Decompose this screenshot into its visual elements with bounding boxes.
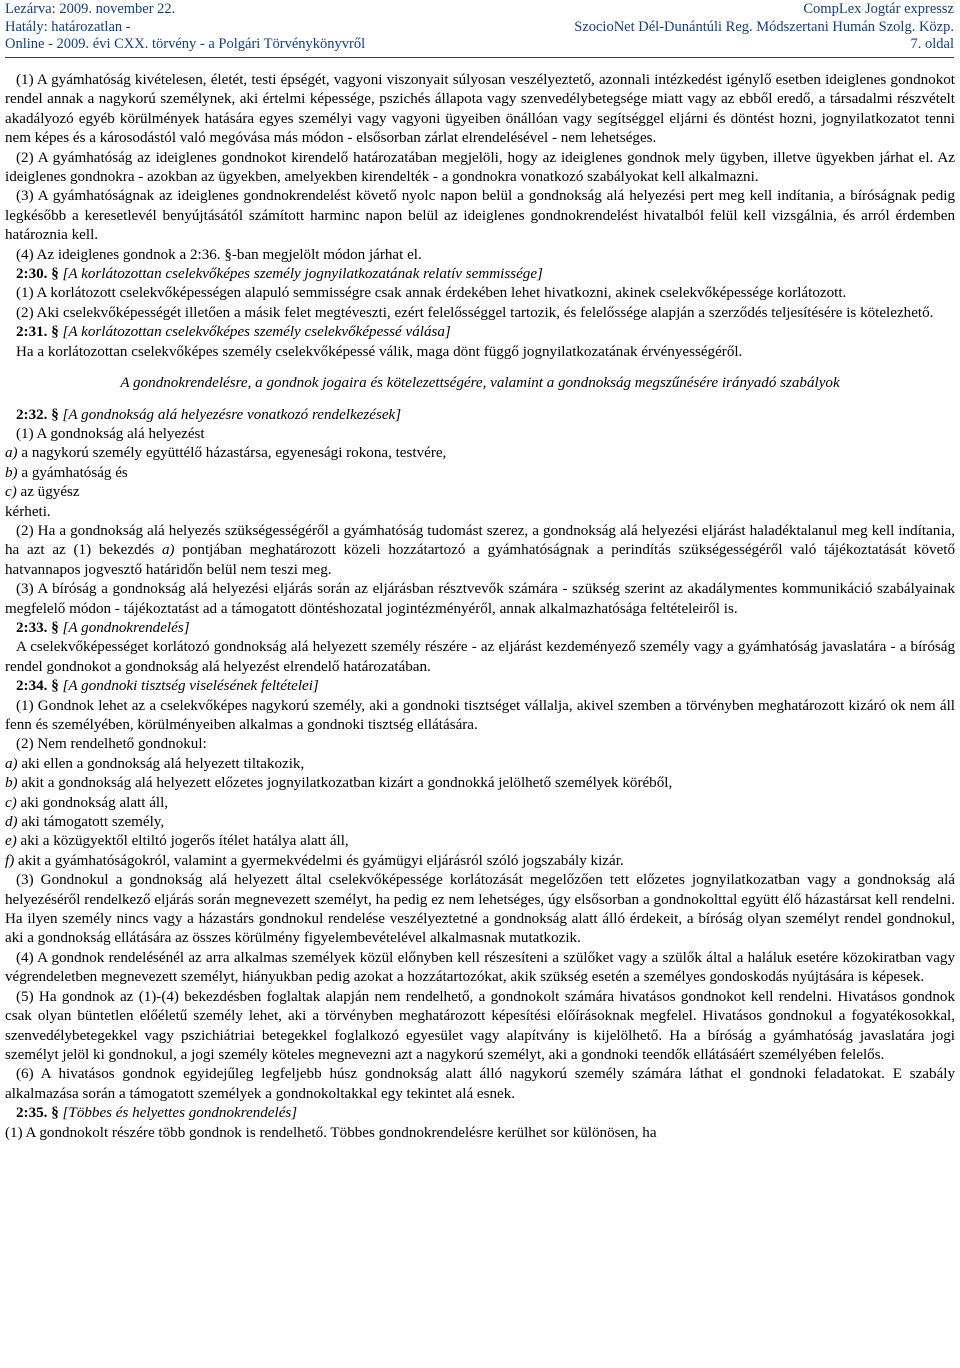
paragraph: (2) Nem rendelhető gondnokul: <box>16 736 207 753</box>
section-number: 2:35. § <box>16 1105 59 1122</box>
paragraph: (4) A gondnok rendelésénél az arra alkalmas személyek közül előnyben kell részesíteni a szülőket vagy a szülők által a haláluk esetére közokiratban vagy végrendeletben megnevezett személyt, hiányukban pedig azokat a hozzátartozókat, akik szükség esetén a személyes gondoskodás nyújtására is képesek. <box>5 949 955 986</box>
header-left <box>5 1 365 54</box>
paragraph: (2) Ha a gondnokság alá helyezés szükségességéről a gyámhatóság tudomást szerez, a gondnokság alá helyezési eljárást haladéktalanul meg kell indítania, ha azt az (1) bekezdés a) pontjában meghatározott közeli hozzátartozó a gyámhatóságnak a perindítás szükségességéről való tájékoztatását követő hatvannapos jogvesztő határidőn belül nem teszi meg. <box>5 522 956 578</box>
section-heading <box>5 1104 955 1123</box>
section-heading <box>5 619 955 638</box>
paragraph: (1) A gondnokság alá helyezést <box>16 425 205 442</box>
section-number: 2:32. § <box>16 406 59 423</box>
section-title: [Többes és helyettes gondnokrendelés] <box>62 1105 298 1122</box>
list-item: e) aki a közügyektől eltiltó jogerős ítélet hatálya alatt áll, <box>5 833 349 850</box>
section-heading <box>5 265 955 284</box>
paragraph: (1) A gyámhatóság kivételesen, életét, testi épségét, vagyoni viszonyait súlyosan veszélyeztető, azonnali intézkedést igénylő esetben ideiglenes gondnokot rendel annak a nagykorú személynek, aki értelmi képessége, pszichés állapota vagy szenvedélybetegsége miatt vagy az ebből eredő, a társadalmi részvételt akadályozó egyéb körülmények hatására egyes személyi vagy vagyoni ügyeiben önállóan vagy segítséggel eljárni és döntést hozni, jognyilatkozatot tenni nem képes és a károsodástól való megóvása más módon - elsősorban zárlat elrendelésével - nem lehetséges. <box>5 72 955 147</box>
list-item: a) aki ellen a gondnokság alá helyezett tiltakozik, <box>5 755 305 772</box>
list-item: c) az ügyész <box>5 484 80 501</box>
paragraph: (6) A hivatásos gondnok egyidejűleg legfeljebb húsz gondnokság alatt álló nagykorú személy számára láthat el gondnoki feladatokat. E szabály alkalmazása során a támogatott személyek a gondnokoltakkal egy tekintet alá esnek. <box>5 1066 955 1102</box>
header-right <box>574 1 954 54</box>
header-validity: Hatály: határozatlan - <box>5 18 131 35</box>
paragraph: (3) A bíróság a gondnokság alá helyezési eljárás során az eljárásban résztvevők számára - szükség szerint az akadálymentes kommunikáció szabályainak megfelelő módon - tájékoztatást ad a támogatott döntéshozatal jogintézményéről, annak alkalmazhatósága feltételeiről is. <box>5 581 955 617</box>
section-title: [A korlátozottan cselekvőképes személy jognyilatkozatának relatív semmissége] <box>62 266 543 283</box>
header-licensee: SzocioNet Dél-Dunántúli Reg. Módszertani Humán Szolg. Közp. <box>574 18 954 35</box>
paragraph: (1) A korlátozott cselekvőképességen alapuló semmisségre csak annak érdekében lehet hivatkozni, akinek cselekvőképessége korlátozott. <box>16 285 847 302</box>
section-number: 2:30. § <box>16 266 59 283</box>
list-item: b) a gyámhatóság és <box>5 464 128 481</box>
section-title: [A gondnoki tisztség viselésének feltételei] <box>62 678 319 695</box>
chapter-heading: A gondnokrendelésre, a gondnok jogaira és kötelezettségére, valamint a gondnokság megszűnésére irányadó szabályok <box>120 375 840 392</box>
section-heading <box>5 406 955 425</box>
list-item: d) aki támogatott személy, <box>5 814 165 831</box>
list-item: c) aki gondnokság alatt áll, <box>5 794 169 811</box>
header-law-title: Online - 2009. évi CXX. törvény - a Polgári Törvénykönyvről <box>5 36 366 52</box>
paragraph: Ha a korlátozottan cselekvőképes személy cselekvőképessé válik, maga dönt függő jognyilatkozatának érvényességéről. <box>16 343 743 360</box>
page-header <box>0 0 960 58</box>
section-number: 2:33. § <box>16 619 59 636</box>
paragraph: (1) Gondnok lehet az a cselekvőképes nagykorú személy, aki a gondnoki tisztséget vállalja, akivel szemben a törvényben meghatározott kizáró ok nem áll fenn és személyében, körülményeiben alkalmas a gondnoki tisztség ellátására. <box>5 697 955 733</box>
paragraph: (2) Aki cselekvőképességét illetően a másik felet megtéveszti, ezért felelősséggel tartozik, és felelőssége alapján a szerződés teljesítésére is kötelezhető. <box>16 304 934 321</box>
header-closed-date: Lezárva: 2009. november 22. <box>5 1 176 17</box>
section-title: [A gondnokság alá helyezésre vonatkozó rendelkezések] <box>62 406 402 423</box>
list-item: b) akit a gondnokság alá helyezett előzetes jognyilatkozatban kizárt a gondnokká jelölhető személyek köréből, <box>5 775 673 792</box>
paragraph: A cselekvőképességet korlátozó gondnokság alá helyezett személy részére - az eljárást kezdeményező személy vagy a gyámhatóság javaslatára - a bíróság rendel gondnokot a gondnokság alá helyezést elrendelő határozatában. <box>5 639 955 675</box>
paragraph: (1) A gondnokolt részére több gondnok is rendelhető. Többes gondnokrendelésre kerülhet sor különösen, ha <box>5 1124 657 1141</box>
section-heading <box>5 323 955 342</box>
header-divider <box>5 57 954 58</box>
list-item: f) akit a gyámhatóságokról, valamint a gyermekvédelmi és gyámügyi eljárásról szóló jogszabály kizár. <box>5 852 624 869</box>
section-number: 2:31. § <box>16 324 59 341</box>
list-item: a) a nagykorú személy együttélő házastársa, egyenesági rokona, testvére, <box>5 445 447 462</box>
section-number: 2:34. § <box>16 678 59 695</box>
section-title: [A korlátozottan cselekvőképes személy cselekvőképessé válása] <box>62 324 451 341</box>
section-heading <box>5 677 955 696</box>
paragraph: (3) A gyámhatóságnak az ideiglenes gondnokrendelést követő nyolc napon belül a gondnokság alá helyezési pert meg kell indítania, a bíróságnak pedig legkésőbb a keresetlevél benyújtásától számított harminc napon belül az ideiglenes gondnokrendelést hivatalból felül kell vizsgálnia, és arról érdemben határoznia kell. <box>5 188 955 244</box>
paragraph: (4) Az ideiglenes gondnok a 2:36. §-ban megjelölt módon járhat el. <box>16 246 422 263</box>
document-body <box>5 71 955 1143</box>
header-product: CompLex Jogtár expressz <box>803 1 954 17</box>
header-page-number: 7. oldal <box>910 36 954 52</box>
paragraph: (5) Ha gondnok az (1)-(4) bekezdésben foglaltak alapján nem rendelhető, a gondnokolt számára hivatásos gondnokot kell rendelni. Hivatásos gondnok csak olyan büntetlen előéletű személy lehet, aki a törvényben meghatározott képesítési előírásoknak megfelel. Hivatásos gondnokul a fogyatékosokkal, szenvedélybetegekkel vagy pszichiátriai betegekkel foglalkozó egyesület vagy alapítvány is kijelölhető. Ha a bíróság a gyámhatóság javaslatára jogi személyt jelöl ki gondnokul, a jogi személy köteles megnevezni azt a nagykorú személyt, aki a gondnoki teendők ellátásáért személyében felelős. <box>5 988 955 1063</box>
paragraph: (3) Gondnokul a gondnokság alá helyezett által cselekvőképessége korlátozását megelőzően tett előzetes jognyilatkozatban vagy a gondnokság alá helyezéséről rendelkező eljárás során megnevezett személyt, ha pedig ez nem lehetséges, úgy elsősorban a gondnokolttal együtt élő házastársat kell rendelni. Ha ilyen személy nincs vagy a házastárs gondnokul rendelése veszélyeztetné a gondnokság alatt álló érdekeit, a bíróság olyan személyt rendel gondnokul, aki a gondnokság ellátására az összes körülmény figyelembevételével alkalmasnak mutatkozik. <box>5 872 955 947</box>
paragraph: (2) A gyámhatóság az ideiglenes gondnokot kirendelő határozatában megjelöli, hogy az ideiglenes gondnok mely ügyben, illetve ügyekben járhat el. Az ideiglenes gondnokra - azokban az ügyekben, amelyekben kirendelték - a gondnokra vonatkozó szabályokat kell alkalmazni. <box>5 149 955 186</box>
paragraph: kérheti. <box>5 503 51 520</box>
section-title: [A gondnokrendelés] <box>62 619 190 636</box>
